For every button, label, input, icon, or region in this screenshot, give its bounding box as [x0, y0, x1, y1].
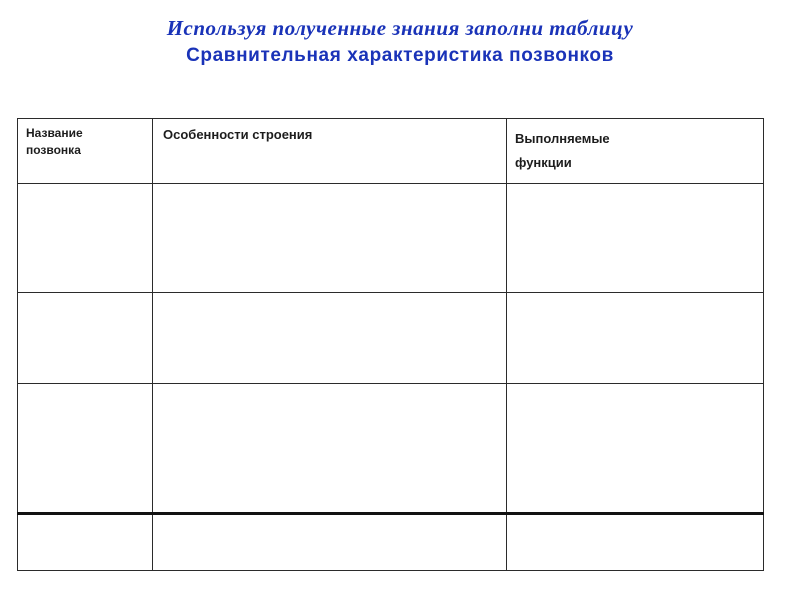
table-cell-functions[interactable] [507, 184, 764, 293]
table-cell-structure[interactable] [153, 384, 507, 514]
comparison-table [17, 118, 763, 582]
table-cell-functions[interactable] [507, 293, 764, 384]
page-title [0, 14, 800, 70]
table-cell-structure[interactable] [153, 184, 507, 293]
header-vertebra-name: Название позвонка [18, 119, 153, 184]
table-cell-vertebra-name[interactable] [18, 384, 153, 514]
header-structure-features: Особенности строения [153, 119, 507, 184]
table-row [18, 184, 764, 293]
table-cell-functions[interactable] [507, 514, 764, 571]
table-cell-functions[interactable] [507, 384, 764, 514]
table-row [18, 514, 764, 571]
table-cell-structure[interactable] [153, 514, 507, 571]
table-row [18, 293, 764, 384]
table-cell-vertebra-name[interactable] [18, 514, 153, 571]
title-instruction: Используя полученные знания заполни таблицу [166, 16, 634, 40]
title-subject: Сравнительная характеристика позвонков [186, 45, 614, 66]
table-cell-structure[interactable] [153, 293, 507, 384]
table-cell-vertebra-name[interactable] [18, 293, 153, 384]
table-row [18, 384, 764, 514]
table-header-row [18, 119, 764, 184]
header-functions: Выполняемые функции [507, 119, 764, 184]
table-cell-vertebra-name[interactable] [18, 184, 153, 293]
